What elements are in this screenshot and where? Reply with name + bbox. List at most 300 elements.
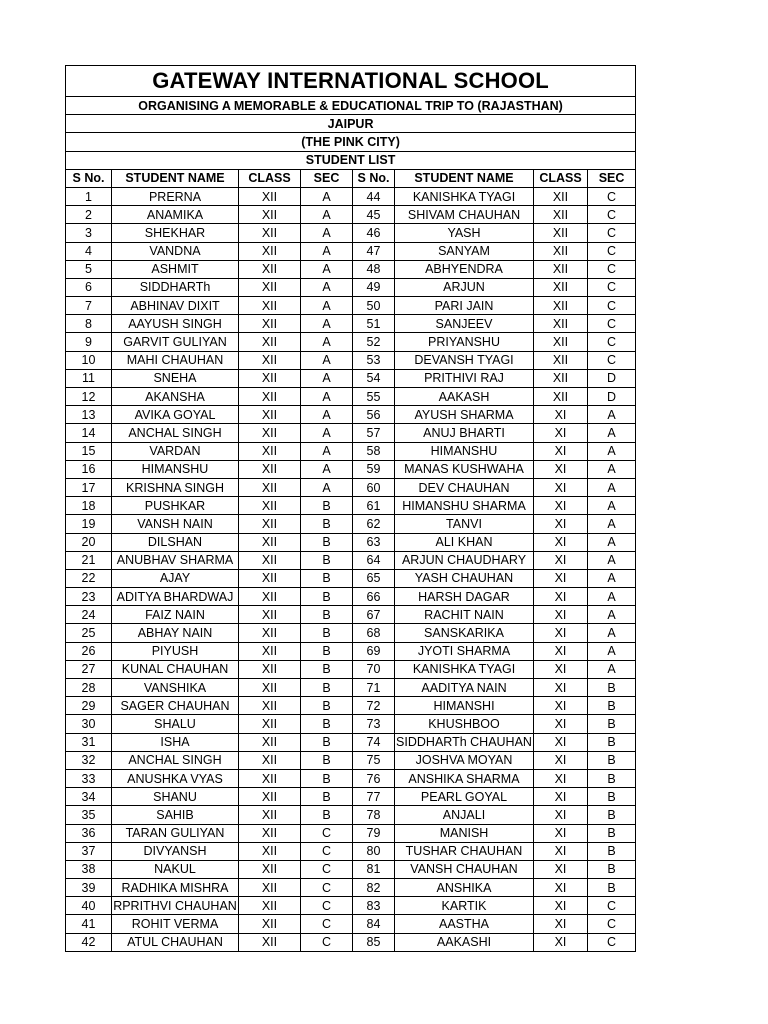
cell-name: KANISHKA TYAGI xyxy=(395,660,534,678)
cell-sno: 71 xyxy=(353,679,395,697)
student-list-table xyxy=(65,65,636,952)
cell-sec: C xyxy=(301,842,353,860)
cell-name: SANJEEV xyxy=(395,315,534,333)
cell-name: SHALU xyxy=(112,715,239,733)
cell-sec: B xyxy=(588,824,636,842)
cell-sec: B xyxy=(301,715,353,733)
cell-sec: A xyxy=(588,624,636,642)
table-row xyxy=(66,515,636,533)
cell-name: DEVANSH TYAGI xyxy=(395,351,534,369)
cell-sec: A xyxy=(301,297,353,315)
cell-class: XII xyxy=(239,915,301,933)
cell-name: YASH xyxy=(395,224,534,242)
cell-sec: B xyxy=(301,751,353,769)
cell-sec: A xyxy=(588,642,636,660)
cell-name: SAGER CHAUHAN xyxy=(112,697,239,715)
cell-sno: 22 xyxy=(66,569,112,587)
cell-class: XII xyxy=(534,278,588,296)
cell-class: XII xyxy=(239,206,301,224)
cell-sno: 32 xyxy=(66,751,112,769)
table-row xyxy=(66,806,636,824)
cell-name: SHANU xyxy=(112,788,239,806)
cell-class: XII xyxy=(239,588,301,606)
cell-sec: A xyxy=(588,588,636,606)
cell-sec: B xyxy=(301,806,353,824)
cell-sno: 49 xyxy=(353,278,395,296)
cell-sno: 21 xyxy=(66,551,112,569)
cell-sno: 50 xyxy=(353,297,395,315)
cell-class: XII xyxy=(534,187,588,205)
cell-class: XI xyxy=(534,679,588,697)
cell-sec: A xyxy=(301,478,353,496)
cell-sec: B xyxy=(588,733,636,751)
cell-name: KHUSHBOO xyxy=(395,715,534,733)
cell-class: XI xyxy=(534,715,588,733)
city-name: JAIPUR xyxy=(66,115,636,133)
cell-sno: 72 xyxy=(353,697,395,715)
cell-sno: 2 xyxy=(66,206,112,224)
cell-sec: B xyxy=(301,569,353,587)
cell-class: XII xyxy=(239,260,301,278)
cell-name: ANSHIKA SHARMA xyxy=(395,769,534,787)
cell-sec: A xyxy=(588,406,636,424)
cell-sno: 81 xyxy=(353,860,395,878)
trip-subtitle: ORGANISING A MEMORABLE & EDUCATIONAL TRIP TO (RAJASTHAN) xyxy=(66,97,636,115)
cell-name: ABHINAV DIXIT xyxy=(112,297,239,315)
cell-class: XI xyxy=(534,806,588,824)
cell-sec: A xyxy=(301,460,353,478)
cell-name: ANUJ BHARTI xyxy=(395,424,534,442)
cell-name: VANDNA xyxy=(112,242,239,260)
cell-name: SHIVAM CHAUHAN xyxy=(395,206,534,224)
cell-sno: 20 xyxy=(66,533,112,551)
cell-class: XII xyxy=(534,260,588,278)
cell-sec: B xyxy=(301,533,353,551)
header-sec: SEC xyxy=(588,169,636,187)
cell-sec: B xyxy=(588,715,636,733)
cell-class: XI xyxy=(534,406,588,424)
cell-sno: 48 xyxy=(353,260,395,278)
cell-sec: C xyxy=(301,879,353,897)
cell-sec: B xyxy=(588,806,636,824)
cell-sno: 16 xyxy=(66,460,112,478)
cell-name: SAHIB xyxy=(112,806,239,824)
cell-class: XII xyxy=(239,860,301,878)
cell-class: XII xyxy=(239,424,301,442)
cell-name: AAYUSH SINGH xyxy=(112,315,239,333)
cell-name: FAIZ NAIN xyxy=(112,606,239,624)
cell-name: AJAY xyxy=(112,569,239,587)
cell-sec: B xyxy=(301,515,353,533)
cell-class: XI xyxy=(534,569,588,587)
cell-class: XI xyxy=(534,842,588,860)
cell-class: XII xyxy=(239,442,301,460)
cell-sno: 44 xyxy=(353,187,395,205)
cell-class: XII xyxy=(534,333,588,351)
cell-sec: B xyxy=(301,660,353,678)
cell-sno: 10 xyxy=(66,351,112,369)
cell-sno: 59 xyxy=(353,460,395,478)
cell-name: MANAS KUSHWAHA xyxy=(395,460,534,478)
cell-name: ANAMIKA xyxy=(112,206,239,224)
cell-sno: 37 xyxy=(66,842,112,860)
cell-sno: 23 xyxy=(66,588,112,606)
cell-sec: C xyxy=(588,206,636,224)
table-row xyxy=(66,897,636,915)
cell-class: XI xyxy=(534,933,588,951)
cell-class: XII xyxy=(239,842,301,860)
cell-sno: 77 xyxy=(353,788,395,806)
cell-sec: C xyxy=(301,915,353,933)
cell-sno: 39 xyxy=(66,879,112,897)
cell-sec: B xyxy=(301,788,353,806)
cell-class: XI xyxy=(534,478,588,496)
cell-name: ALI KHAN xyxy=(395,533,534,551)
table-row xyxy=(66,497,636,515)
table-row xyxy=(66,460,636,478)
cell-sec: B xyxy=(588,842,636,860)
cell-sno: 74 xyxy=(353,733,395,751)
cell-sec: A xyxy=(301,315,353,333)
cell-name: PRITHIVI RAJ xyxy=(395,369,534,387)
cell-class: XI xyxy=(534,660,588,678)
table-row xyxy=(66,660,636,678)
cell-sno: 56 xyxy=(353,406,395,424)
cell-class: XI xyxy=(534,751,588,769)
cell-name: HARSH DAGAR xyxy=(395,588,534,606)
cell-sec: B xyxy=(301,733,353,751)
cell-class: XII xyxy=(239,388,301,406)
cell-name: AAKASHI xyxy=(395,933,534,951)
cell-class: XII xyxy=(534,388,588,406)
cell-class: XII xyxy=(239,351,301,369)
cell-sno: 40 xyxy=(66,897,112,915)
cell-sec: B xyxy=(301,642,353,660)
cell-sec: A xyxy=(588,460,636,478)
cell-class: XI xyxy=(534,769,588,787)
student-rows xyxy=(66,187,636,951)
cell-sno: 73 xyxy=(353,715,395,733)
table-row xyxy=(66,879,636,897)
cell-sno: 51 xyxy=(353,315,395,333)
cell-sec: C xyxy=(588,315,636,333)
cell-sec: C xyxy=(588,351,636,369)
cell-sno: 65 xyxy=(353,569,395,587)
cell-class: XI xyxy=(534,497,588,515)
table-row xyxy=(66,206,636,224)
table-row xyxy=(66,697,636,715)
cell-sno: 4 xyxy=(66,242,112,260)
cell-sec: A xyxy=(301,406,353,424)
cell-sno: 70 xyxy=(353,660,395,678)
cell-class: XII xyxy=(534,297,588,315)
cell-sno: 19 xyxy=(66,515,112,533)
header-class: CLASS xyxy=(239,169,301,187)
cell-sec: C xyxy=(588,187,636,205)
table-row xyxy=(66,788,636,806)
cell-name: HIMANSHU SHARMA xyxy=(395,497,534,515)
table-row xyxy=(66,369,636,387)
table-row xyxy=(66,260,636,278)
table-row xyxy=(66,224,636,242)
cell-sec: C xyxy=(588,915,636,933)
cell-sno: 5 xyxy=(66,260,112,278)
cell-class: XII xyxy=(239,733,301,751)
cell-name: RACHIT NAIN xyxy=(395,606,534,624)
cell-sec: B xyxy=(588,769,636,787)
cell-name: VANSH CHAUHAN xyxy=(395,860,534,878)
cell-sno: 84 xyxy=(353,915,395,933)
cell-sno: 53 xyxy=(353,351,395,369)
cell-sno: 28 xyxy=(66,679,112,697)
cell-name: SIDDHARTh xyxy=(112,278,239,296)
cell-sno: 15 xyxy=(66,442,112,460)
cell-name: ATUL CHAUHAN xyxy=(112,933,239,951)
cell-sec: B xyxy=(301,497,353,515)
cell-sec: C xyxy=(588,333,636,351)
cell-sno: 80 xyxy=(353,842,395,860)
table-row xyxy=(66,333,636,351)
cell-name: SHEKHAR xyxy=(112,224,239,242)
cell-sno: 41 xyxy=(66,915,112,933)
cell-class: XI xyxy=(534,606,588,624)
cell-sno: 14 xyxy=(66,424,112,442)
cell-sno: 45 xyxy=(353,206,395,224)
cell-class: XII xyxy=(239,515,301,533)
table-row xyxy=(66,842,636,860)
cell-sec: A xyxy=(301,242,353,260)
table-row xyxy=(66,624,636,642)
cell-sec: A xyxy=(588,424,636,442)
cell-sec: B xyxy=(588,879,636,897)
cell-sec: B xyxy=(301,697,353,715)
cell-class: XI xyxy=(534,624,588,642)
cell-name: DIVYANSH xyxy=(112,842,239,860)
cell-sno: 83 xyxy=(353,897,395,915)
cell-name: TARAN GULIYAN xyxy=(112,824,239,842)
cell-sec: B xyxy=(301,679,353,697)
table-row xyxy=(66,606,636,624)
cell-name: HIMANSHI xyxy=(395,697,534,715)
table-row xyxy=(66,424,636,442)
cell-name: HIMANSHU xyxy=(395,442,534,460)
cell-sno: 62 xyxy=(353,515,395,533)
cell-name: TUSHAR CHAUHAN xyxy=(395,842,534,860)
header-sno: S No. xyxy=(66,169,112,187)
cell-class: XII xyxy=(239,406,301,424)
cell-sec: A xyxy=(301,206,353,224)
table-row xyxy=(66,642,636,660)
table-row xyxy=(66,533,636,551)
cell-name: ANCHAL SINGH xyxy=(112,424,239,442)
cell-sec: B xyxy=(588,788,636,806)
cell-sno: 25 xyxy=(66,624,112,642)
cell-sno: 6 xyxy=(66,278,112,296)
cell-class: XII xyxy=(239,242,301,260)
cell-sno: 75 xyxy=(353,751,395,769)
cell-name: MAHI CHAUHAN xyxy=(112,351,239,369)
cell-name: ARJUN xyxy=(395,278,534,296)
cell-class: XI xyxy=(534,915,588,933)
cell-class: XII xyxy=(534,351,588,369)
cell-name: ANCHAL SINGH xyxy=(112,751,239,769)
cell-sno: 52 xyxy=(353,333,395,351)
cell-sec: B xyxy=(301,551,353,569)
cell-sec: C xyxy=(588,297,636,315)
cell-class: XII xyxy=(534,206,588,224)
cell-class: XII xyxy=(239,697,301,715)
cell-name: ANSHIKA xyxy=(395,879,534,897)
cell-name: ISHA xyxy=(112,733,239,751)
cell-sno: 63 xyxy=(353,533,395,551)
cell-name: TANVI xyxy=(395,515,534,533)
cell-sec: A xyxy=(301,369,353,387)
cell-sno: 42 xyxy=(66,933,112,951)
header-student-name: STUDENT NAME xyxy=(112,169,239,187)
cell-sno: 8 xyxy=(66,315,112,333)
cell-sno: 12 xyxy=(66,388,112,406)
cell-sec: B xyxy=(301,606,353,624)
cell-name: SNEHA xyxy=(112,369,239,387)
cell-sec: A xyxy=(588,478,636,496)
cell-sec: D xyxy=(588,388,636,406)
cell-class: XI xyxy=(534,515,588,533)
header-sec: SEC xyxy=(301,169,353,187)
cell-name: ABHAY NAIN xyxy=(112,624,239,642)
cell-sno: 3 xyxy=(66,224,112,242)
cell-class: XII xyxy=(239,624,301,642)
cell-name: JYOTI SHARMA xyxy=(395,642,534,660)
cell-class: XII xyxy=(239,297,301,315)
cell-name: PUSHKAR xyxy=(112,497,239,515)
cell-name: JOSHVA MOYAN xyxy=(395,751,534,769)
cell-sno: 68 xyxy=(353,624,395,642)
cell-sno: 27 xyxy=(66,660,112,678)
cell-sec: A xyxy=(588,533,636,551)
cell-sno: 17 xyxy=(66,478,112,496)
cell-sno: 13 xyxy=(66,406,112,424)
cell-name: KARTIK xyxy=(395,897,534,915)
cell-name: ANJALI xyxy=(395,806,534,824)
cell-sec: A xyxy=(588,515,636,533)
table-row xyxy=(66,679,636,697)
cell-class: XI xyxy=(534,424,588,442)
cell-sec: A xyxy=(588,660,636,678)
cell-class: XI xyxy=(534,860,588,878)
cell-class: XII xyxy=(239,660,301,678)
cell-sec: C xyxy=(588,897,636,915)
cell-sec: A xyxy=(588,442,636,460)
table-row xyxy=(66,187,636,205)
cell-sec: B xyxy=(588,860,636,878)
cell-name: ABHYENDRA xyxy=(395,260,534,278)
cell-sno: 24 xyxy=(66,606,112,624)
cell-sno: 18 xyxy=(66,497,112,515)
cell-name: AASTHA xyxy=(395,915,534,933)
cell-sec: C xyxy=(588,242,636,260)
cell-class: XII xyxy=(239,187,301,205)
cell-sec: C xyxy=(588,933,636,951)
city-note: (THE PINK CITY) xyxy=(66,133,636,151)
cell-sno: 58 xyxy=(353,442,395,460)
table-row xyxy=(66,351,636,369)
cell-sec: A xyxy=(301,187,353,205)
cell-name: ANUSHKA VYAS xyxy=(112,769,239,787)
cell-sec: D xyxy=(588,369,636,387)
cell-class: XII xyxy=(534,369,588,387)
cell-sec: B xyxy=(301,624,353,642)
table-row xyxy=(66,242,636,260)
cell-class: XII xyxy=(534,242,588,260)
cell-class: XI xyxy=(534,733,588,751)
cell-name: RADHIKA MISHRA xyxy=(112,879,239,897)
cell-class: XI xyxy=(534,442,588,460)
cell-sno: 64 xyxy=(353,551,395,569)
cell-sno: 60 xyxy=(353,478,395,496)
column-header-row xyxy=(66,169,636,187)
cell-sno: 26 xyxy=(66,642,112,660)
list-title: STUDENT LIST xyxy=(66,151,636,169)
table-row xyxy=(66,315,636,333)
header-student-name: STUDENT NAME xyxy=(395,169,534,187)
table-row xyxy=(66,388,636,406)
cell-class: XI xyxy=(534,533,588,551)
cell-name: AYUSH SHARMA xyxy=(395,406,534,424)
cell-sec: A xyxy=(588,551,636,569)
cell-sno: 54 xyxy=(353,369,395,387)
cell-name: KRISHNA SINGH xyxy=(112,478,239,496)
cell-sno: 29 xyxy=(66,697,112,715)
cell-class: XII xyxy=(239,460,301,478)
cell-sec: B xyxy=(301,769,353,787)
cell-sno: 30 xyxy=(66,715,112,733)
cell-class: XII xyxy=(239,769,301,787)
cell-name: YASH CHAUHAN xyxy=(395,569,534,587)
cell-name: PIYUSH xyxy=(112,642,239,660)
cell-sno: 33 xyxy=(66,769,112,787)
cell-sno: 9 xyxy=(66,333,112,351)
cell-sno: 35 xyxy=(66,806,112,824)
table-row xyxy=(66,551,636,569)
table-row xyxy=(66,442,636,460)
table-row xyxy=(66,733,636,751)
cell-sno: 67 xyxy=(353,606,395,624)
cell-class: XII xyxy=(239,333,301,351)
cell-class: XII xyxy=(534,315,588,333)
cell-class: XI xyxy=(534,824,588,842)
cell-sno: 57 xyxy=(353,424,395,442)
cell-class: XII xyxy=(239,806,301,824)
cell-sno: 1 xyxy=(66,187,112,205)
cell-sec: C xyxy=(588,260,636,278)
cell-name: KUNAL CHAUHAN xyxy=(112,660,239,678)
cell-class: XII xyxy=(239,497,301,515)
cell-name: SIDDHARTh CHAUHAN xyxy=(395,733,534,751)
table-row xyxy=(66,860,636,878)
cell-sno: 46 xyxy=(353,224,395,242)
cell-sno: 47 xyxy=(353,242,395,260)
cell-name: PRERNA xyxy=(112,187,239,205)
cell-sec: C xyxy=(588,278,636,296)
cell-name: RPRITHVI CHAUHAN xyxy=(112,897,239,915)
cell-sec: B xyxy=(588,697,636,715)
cell-name: GARVIT GULIYAN xyxy=(112,333,239,351)
cell-sec: A xyxy=(588,497,636,515)
cell-sno: 61 xyxy=(353,497,395,515)
cell-sno: 55 xyxy=(353,388,395,406)
cell-name: SANYAM xyxy=(395,242,534,260)
cell-sec: C xyxy=(301,897,353,915)
